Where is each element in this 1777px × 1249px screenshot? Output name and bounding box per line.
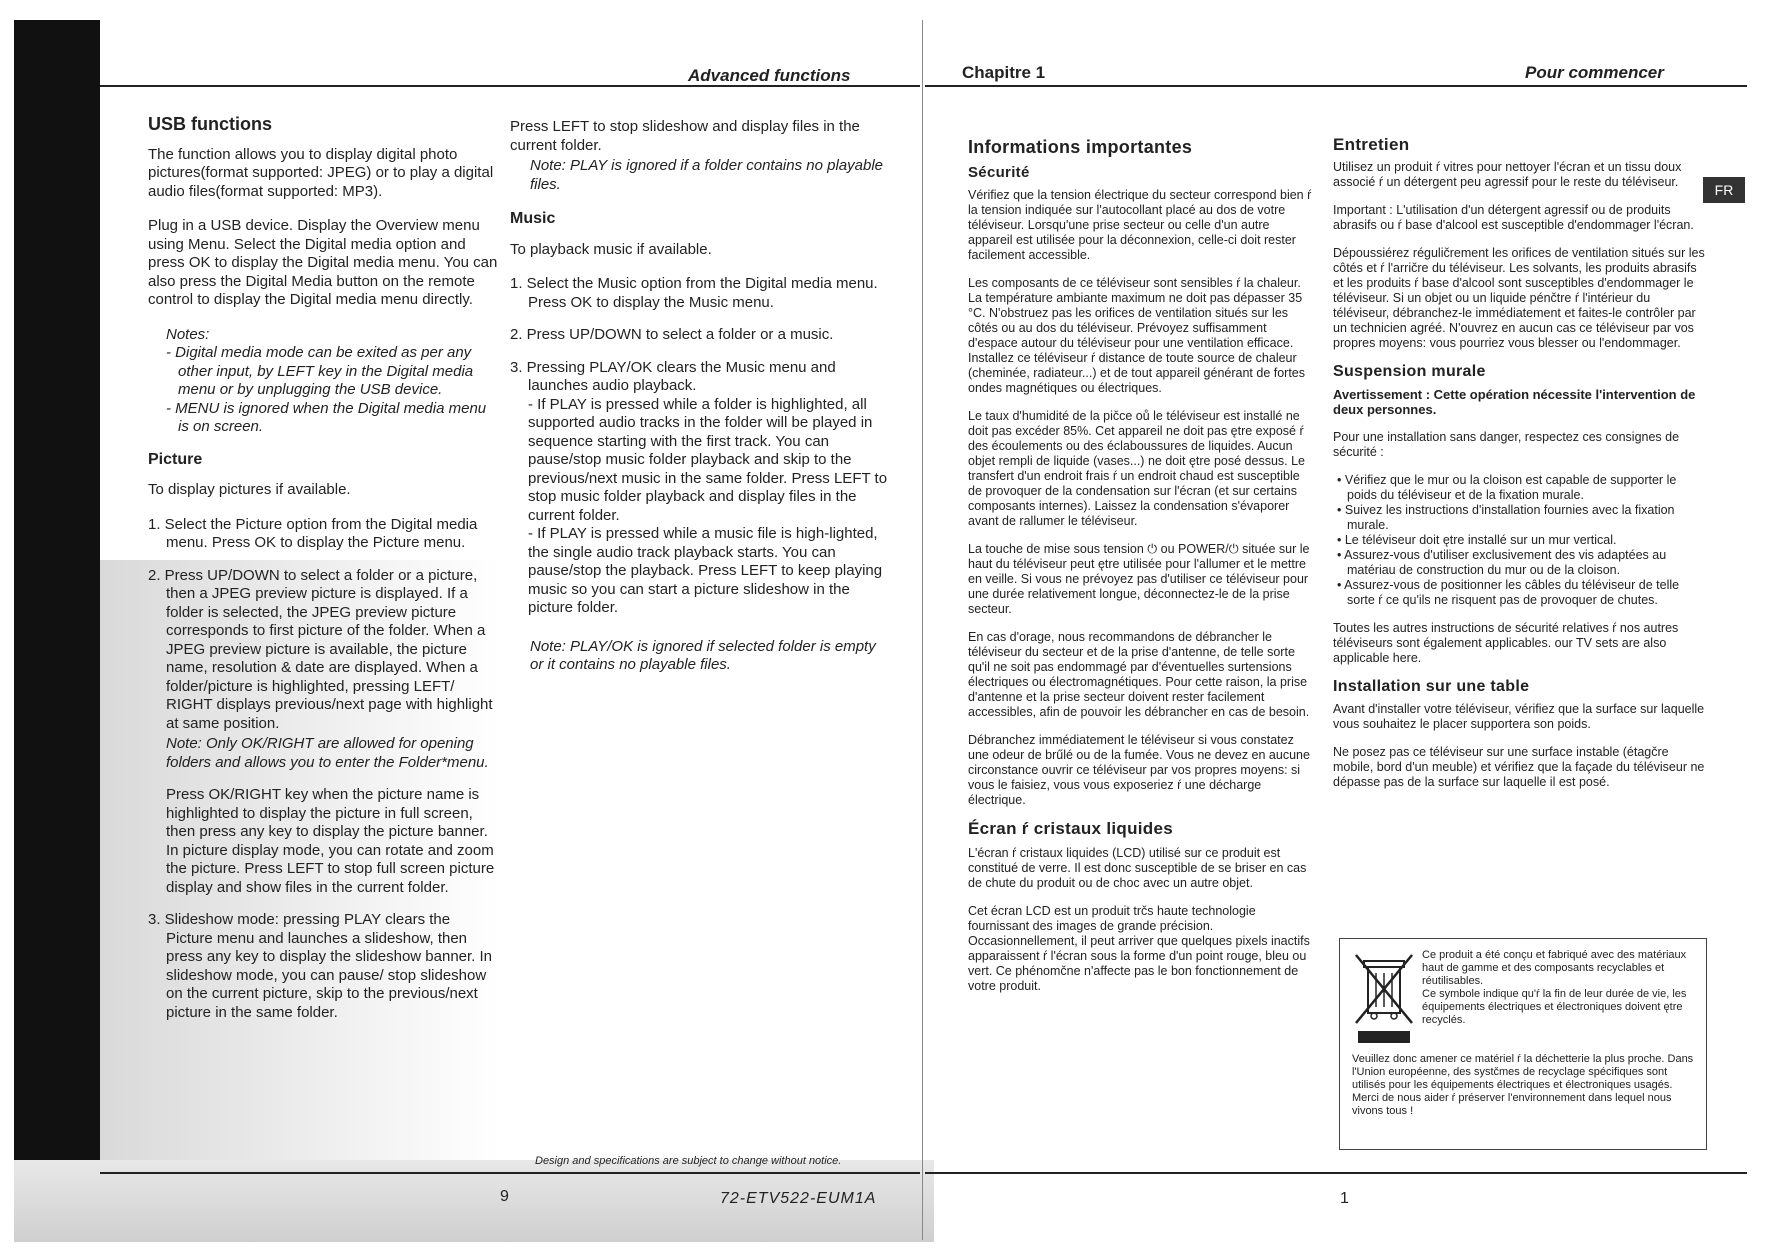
picture-intro: To display pictures if available. <box>148 481 351 498</box>
footer-left-page: 9 <box>500 1188 509 1205</box>
note-2: - MENU is ignored when the Digital media menu is on screen. <box>166 399 487 435</box>
securite-p1: Vérifiez que la tension électrique du secteur correspond bien ŕ la tension indiquée sur l'autocollant placé au dos de votre téléviseur. Lorsqu'une prise secteur ou celle d'un autre appareil est utilisée pour la déconnexion, celle-ci doit rester facilement accessible. <box>968 188 1312 262</box>
col2-note-1: Note: PLAY is ignored if a folder contains no playable files. <box>530 157 883 193</box>
suspension-intro: Pour une installation sans danger, respectez ces consignes de sécurité : <box>1333 430 1680 459</box>
music-step-3a: - If PLAY is pressed while a folder is highlighted, all supported audio tracks in the folder will be played in sequence starting with the first track. You can pause/stop music folder playback and skip to the previous/next music in the same folder. Press LEFT to stop music folder playback and display files in the current folder. <box>528 395 888 524</box>
suspension-list <box>1333 473 1705 608</box>
suspension-item-4-text: Assurez-vous d'utiliser exclusivement des vis adaptées au matériau de construction du mur ou de la cloison. <box>1344 548 1667 577</box>
right-column-1 <box>968 137 1313 1007</box>
left-column-2 <box>510 118 890 691</box>
picture-steps <box>148 516 498 1023</box>
picture-step-1: 1. Select the Picture option from the Digital media menu. Press OK to display the Picture menu. <box>148 515 478 551</box>
music-title: Music <box>510 210 556 227</box>
music-step-3-text: 3. Pressing PLAY/OK clears the Music menu and launches audio playback. <box>510 358 836 394</box>
recycling-p3: Veuillez donc amener ce matériel ŕ la déchetterie la plus proche. Dans l'Union européenne, des systčmes de recyclage spécifiques sont utilisés pour les équipements électriques et électroniques usagés. Merci de nous aider ŕ préserver l'environnement dans lequel nous vivons tous ! <box>1352 1053 1694 1117</box>
right-column-2 <box>1333 137 1705 803</box>
entretien-p2: Important : L'utilisation d'un détergent agressif ou de produits abrasifs ou ŕ base d'alcool est susceptible d'endommager l'écran. <box>1333 203 1694 232</box>
securite-p6: Débranchez immédiatement le téléviseur si vous constatez une odeur de brűlé ou de la fumée. Vous ne devez en aucune circonstance ouvrir ce téléviseur par vos propres moyens: si vous le faisiez, vous vous exposeriez ŕ une décharge électrique. <box>968 733 1310 807</box>
info-title: Informations importantes <box>968 137 1193 157</box>
music-intro: To playback music if available. <box>510 240 712 258</box>
music-step-2: 2. Press UP/DOWN to select a folder or a music. <box>510 326 834 343</box>
left-column-1 <box>148 115 498 1036</box>
header-left-title: Advanced functions <box>688 66 851 85</box>
suspension-item-1-text: Vérifiez que le mur ou la cloison est capable de supporter le poids du téléviseur et de la fixation murale. <box>1344 473 1677 502</box>
table-p2: Ne posez pas ce téléviseur sur une surface instable (étagčre mobile, bord d'un meuble) et vérifiez que la façade du téléviseur ne dépasse pas de la surface sur laquelle il est posé. <box>1333 745 1705 789</box>
suspension-item-3-text: Le téléviseur doit ętre installé sur un mur vertical. <box>1344 533 1617 547</box>
suspension-item-2-text: Suivez les instructions d'installation fournies avec la fixation murale. <box>1344 503 1675 532</box>
suspension-item-2: • Suivez les instructions d'installation fournies avec la fixation murale. <box>1337 503 1675 532</box>
entretien-p1: Utilisez un produit ŕ vitres pour nettoyer l'écran et un tissu doux associé ŕ un détergent peu agressif pour le reste du téléviseur. <box>1333 160 1682 189</box>
suspension-item-5-text: Assurez-vous de positionner les câbles du téléviseur de telle sorte ŕ ce qu'ils ne risquent pas de provoquer de chutes. <box>1344 578 1680 607</box>
table-p1: Avant d'installer votre téléviseur, vérifiez que la surface sur laquelle vous souhaitez le placer supportera son poids. <box>1333 702 1705 731</box>
music-step-3b: - If PLAY is pressed while a music file is high-lighted, the single audio track playback starts. You can pause/stop the playback. Press LEFT to keep playing music so you can start a picture slideshow in the picture folder. <box>528 525 883 616</box>
language-badge: FR <box>1703 177 1745 203</box>
securite-p5: En cas d'orage, nous recommandons de débrancher le téléviseur du secteur et de la prise d'antenne, de telle sorte qu'il ne soit pas endommagé par d'éventuelles surtensions électriques ou électromagnétiques. Pour cette raison, la prise d'antenne et la prise secteur doivent rester facilement accessibles, afin de pouvoir les débrancher en cas de besoin. <box>968 630 1310 719</box>
ecran-p1: L'écran ŕ cristaux liquides (LCD) utilisé sur ce produit est constitué de verre. Il est donc susceptible de se briser en cas de chute du produit ou de choc avec un autre objet. <box>968 846 1307 890</box>
col2-note-2: Note: PLAY/OK is ignored if selected folder is empty or it contains no playable files. <box>530 637 876 673</box>
ecran-p2: Cet écran LCD est un produit trčs haute technologie fournissant des images de grande précision. Occasionnellement, il peut arriver que quelques pixels inactifs apparaissent ŕ l'écran sous la forme d'un point rouge, bleu ou vert. Ce phénomčne n'affecte pas le bon fonctionnement de votre produit. <box>968 904 1310 993</box>
picture-step-2-text: 2. Press UP/DOWN to select a folder or a picture, then a JPEG preview picture is displayed. If a folder is selected, the JPEG preview picture corresponds to first picture of the folder. When a JPEG preview picture is available, the picture name, resolution & date are displayed. When a folder/picture is highlighted, pressing LEFT/ RIGHT displays previous/next page with highlight at same position. <box>148 566 493 732</box>
footer-rule-left <box>100 1172 920 1174</box>
footer-rule-right <box>925 1172 1747 1174</box>
notes-label: Notes: <box>166 325 210 343</box>
usb-p2: Plug in a USB device. Display the Overview menu using Menu. Select the Digital media option and press OK to display the Digital media menu. You can also press the Digital Media button on the remote control to display the Digital media menu directly. <box>148 217 498 308</box>
scan-edge <box>14 20 100 1242</box>
securite-p2: Les composants de ce téléviseur sont sensibles ŕ la chaleur. La température ambiante maximum ne doit pas dépasser 35 °C. N'obstruez pas les orifices de ventilation situés sur les côtés ou au dos du téléviseur. Prévoyez suffisamment d'espace autour du téléviseur pour une ventilation efficace. Installez ce téléviseur ŕ distance de toute source de chaleur (cheminée, radiateur...) et de tout appareil générant de fortes ondes magnétiques ou électriques. <box>968 276 1306 395</box>
picture-step-2-note: Note: Only OK/RIGHT are allowed for opening folders and allows you to enter the Folder*menu. <box>166 735 489 771</box>
suspension-item-3: • Le téléviseur doit ętre installé sur un mur vertical. <box>1337 533 1617 547</box>
ecran-title: Écran ŕ cristaux liquides <box>968 819 1173 838</box>
suspension-end: Toutes les autres instructions de sécurité relatives ŕ nos autres téléviseurs sont également applicables. our TV sets are also applicable here. <box>1333 621 1679 665</box>
col2-p1: Press LEFT to stop slideshow and display files in the current folder. <box>510 118 860 154</box>
securite-title: Sécurité <box>968 164 1030 181</box>
entretien-title: Entretien <box>1333 135 1410 154</box>
securite-p4: La touche de mise sous tension ⏻ ou POWER/⏻ située sur le haut du téléviseur peut ętre utilisée pour l'allumer et le mettre en veille. Si vous ne prévoyez pas d'utiliser ce téléviseur pour une durée relativement longue, déconnectez-le de la prise secteur. <box>968 542 1310 616</box>
footer-right-page: 1 <box>1340 1190 1349 1207</box>
header-right-title: Pour commencer <box>1525 63 1664 82</box>
securite-p3: Le taux d'humidité de la pičce oů le téléviseur est installé ne doit pas excéder 85%. Cet appareil ne doit pas ętre exposé ŕ des écoulements ou des éclaboussures de liquides. Aucun objet rempli de liquide (vases...) ne doit ętre posé dessus. Le transfert d'un endroit frais ŕ un endroit chaud est susceptible de provoquer de la condensation sur l'écran (et sur certains composants internes). Laissez la condensation s'évaporer avant de rallumer le téléviseur. <box>968 409 1305 528</box>
suspension-item-4: • Assurez-vous d'utiliser exclusivement des vis adaptées au matériau de construction du mur ou de la cloison. <box>1337 548 1667 577</box>
recycling-box <box>1339 938 1707 1150</box>
usb-p1: The function allows you to display digital photo pictures(format supported: JPEG) or to play a digital audio files(format supported: MP3). <box>148 145 494 200</box>
spine-line <box>922 20 923 1240</box>
notes <box>166 326 498 437</box>
music-step-3 <box>510 359 890 618</box>
music-step-1: 1. Select the Music option from the Digital media menu. Press OK to display the Music menu. <box>510 275 878 311</box>
picture-title: Picture <box>148 450 203 468</box>
header-rule-right <box>925 85 1747 87</box>
recycling-p2: Ce symbole indique qu'ŕ la fin de leur durée de vie, les équipements électriques et électroniques doivent ętre recyclés. <box>1422 988 1687 1026</box>
usb-title: USB functions <box>148 114 272 134</box>
picture-step-2 <box>148 567 498 898</box>
header-chapter: Chapitre 1 <box>962 63 1046 82</box>
entretien-p3: Dépoussiérez réguličrement les orifices de ventilation situés sur les côtés et ŕ l'arričre du téléviseur. Les solvants, les produits abrasifs et les produits ŕ base d'alcool sont susceptibles d'endommager le téléviseur. Si un objet ou un liquide pénčtre ŕ l'intérieur du téléviseur, débranchez-le immédiatement et faites-le contrôler par un technicien agréé. N'ouvrez en aucun cas ce téléviseur par vos propres moyens: vous pourriez vous blesser ou l'endommager. <box>1333 246 1705 350</box>
music-steps <box>510 275 890 618</box>
recycling-top-text <box>1422 949 1694 1045</box>
recycling-top <box>1352 949 1694 1045</box>
footer-model: 72-ETV522-EUM1A <box>720 1190 877 1207</box>
table-title: Installation sur une table <box>1333 678 1530 695</box>
suspension-item-5: • Assurez-vous de positionner les câbles du téléviseur de telle sorte ŕ ce qu'ils ne risquent pas de provoquer de chutes. <box>1337 578 1680 607</box>
suspension-title: Suspension murale <box>1333 363 1486 380</box>
suspension-warning: Avertissement : Cette opération nécessite l'intervention de deux personnes. <box>1333 387 1696 417</box>
picture-step-2-para: Press OK/RIGHT key when the picture name is highlighted to display the picture in full screen, then press any key to display the picture banner. In picture display mode, you can rotate and zoom the picture. Press LEFT to stop full screen picture display and show files in the current folder. <box>166 786 495 896</box>
footer-disclaimer: Design and specifications are subject to change without notice. <box>535 1155 842 1167</box>
picture-step-3: 3. Slideshow mode: pressing PLAY clears the Picture menu and launches a slideshow, then press any key to display the slideshow banner. In slideshow mode, you can pause/ stop slideshow on the current picture, skip to the previous/next picture in the same folder. <box>148 911 493 1021</box>
crossed-bin-icon <box>1352 949 1416 1045</box>
recycling-p1: Ce produit a été conçu et fabriqué avec des matériaux haut de gamme et des composants recyclables et réutilisables. <box>1422 949 1687 987</box>
note-1: - Digital media mode can be exited as per any other input, by LEFT key in the Digital media menu or by unplugging the USB device. <box>166 344 474 398</box>
suspension-item-1: • Vérifiez que le mur ou la cloison est capable de supporter le poids du téléviseur et de la fixation murale. <box>1337 473 1677 502</box>
